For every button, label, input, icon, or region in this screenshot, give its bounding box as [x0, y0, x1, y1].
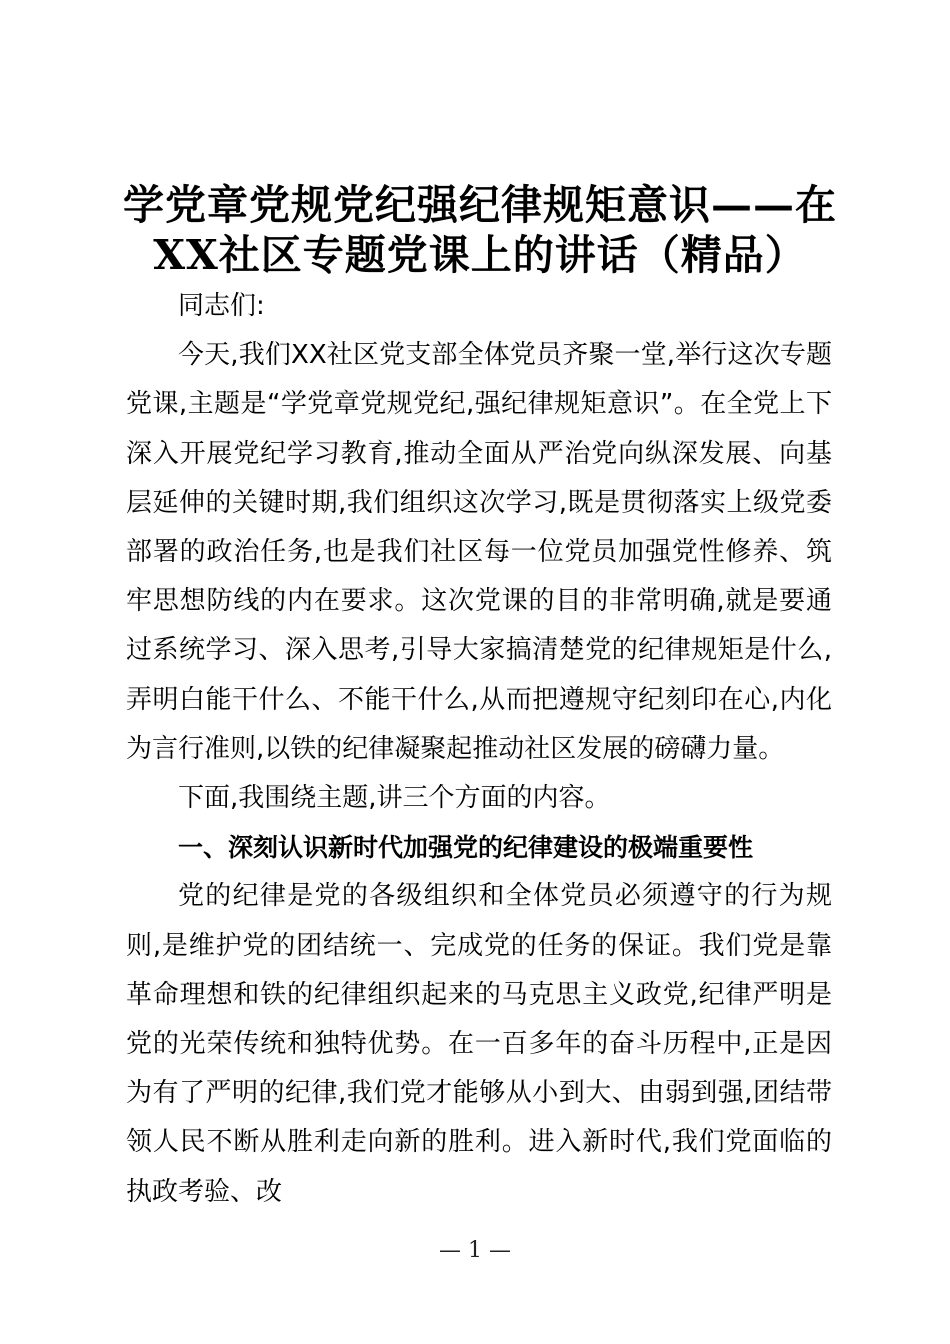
section-1-paragraph: 党的纪律是党的各级组织和全体党员必须遵守的行为规则,是维护党的团结统一、完成党的任务的保证。我们党是靠革命理想和铁的纪律组织起来的马克思主义政党,纪律严明是党的光荣传统和独特优势。在一百多年的奋斗历程中,正是因为有了严明的纪律,我们党才能够从小到大、由弱到强,团结带领人民不断从胜利走向新的胜利。进入新时代,我们党面临的执政考验、改 — [126, 881, 832, 1207]
body-paragraph-2: 下面,我围绕主题,讲三个方面的内容。 — [178, 783, 611, 814]
document-body — [126, 282, 832, 1217]
title-line-2: XX社区专题党课上的讲话（精品） — [153, 231, 807, 279]
salutation: 同志们: — [178, 291, 265, 321]
section-heading-1: 一、深刻认识新时代加强党的纪律建设的极端重要性 — [178, 833, 754, 863]
title-line-1: 学党章党规党纪强纪律规矩意识——在 — [123, 181, 837, 229]
body-paragraph-1: 今天,我们XX社区党支部全体党员齐聚一堂,举行这次专题党课,主题是“学党章党规党纪,强纪律规矩意识”。在全党上下深入开展党纪学习教育,推动全面从严治党向纵深发展、向基层延伸的关键时期,我们组织这次学习,既是贯彻落实上级党委部署的政治任务,也是我们社区每一位党员加强党性修养、筑牢思想防线的内在要求。这次党课的目的非常明确,就是要通过系统学习、深入思考,引导大家搞清楚党的纪律规矩是什么,弄明白能干什么、不能干什么,从而把遵规守纪刻印在心,内化为言行准则,以铁的纪律凝聚起推动社区发展的磅礴力量。 — [126, 340, 832, 764]
page-number: — 1 — — [439, 1238, 511, 1263]
document-title — [110, 180, 850, 280]
